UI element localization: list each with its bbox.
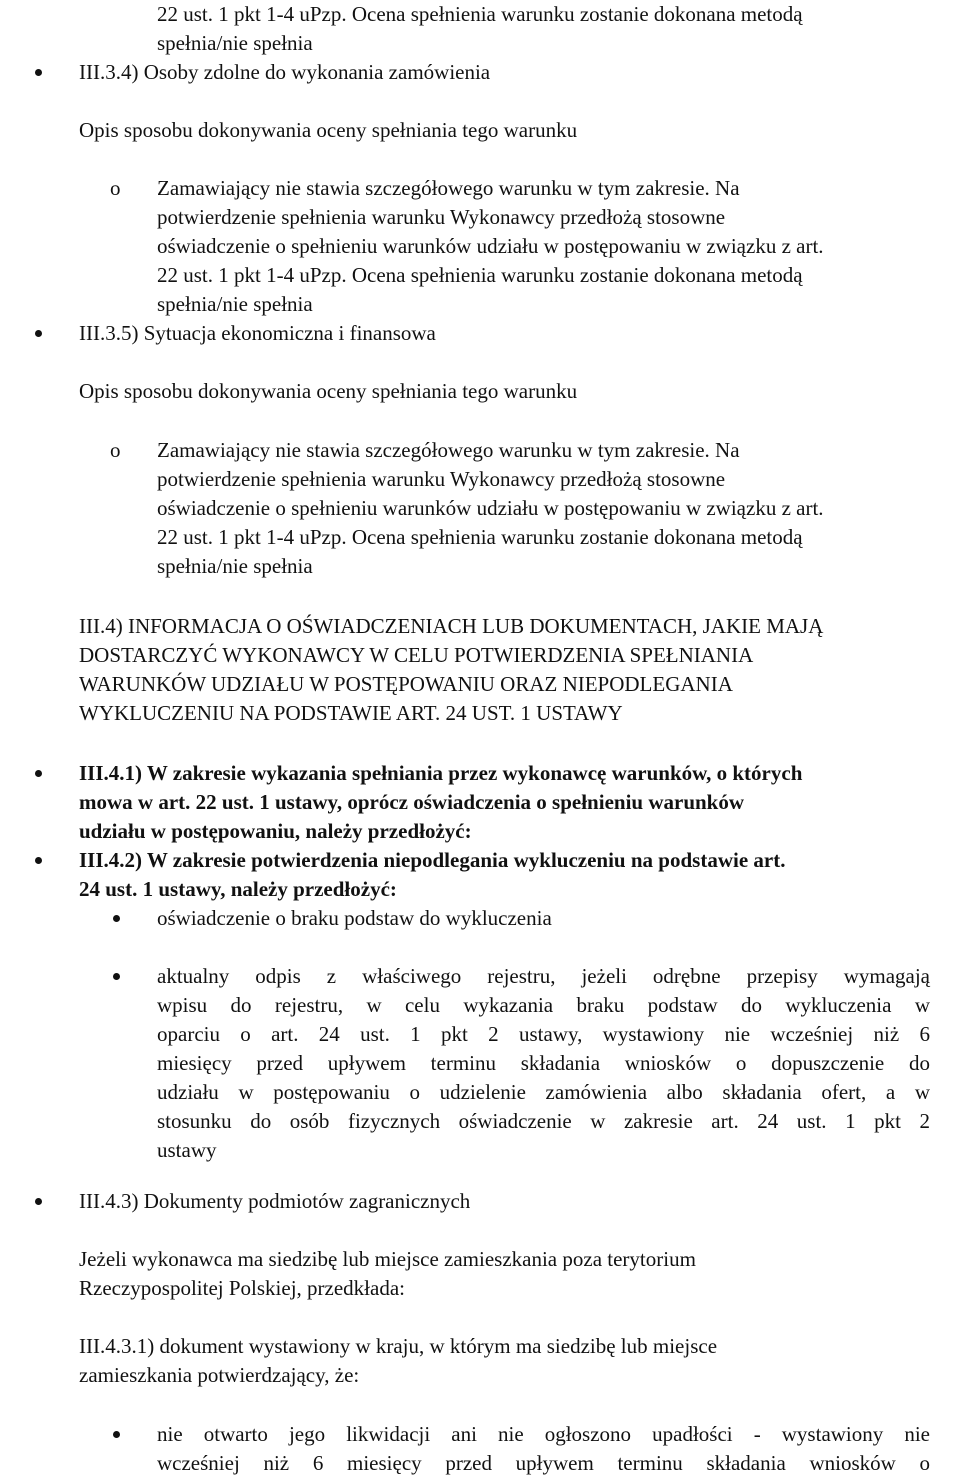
bullet-icon xyxy=(113,973,120,980)
text-line: potwierdzenie spełnienia warunku Wykonawcy przedłożą stosowne xyxy=(157,467,726,491)
heading-line: DOSTARCZYĆ WYKONAWCY W CELU POTWIERDZENIA SPEŁNIANIA xyxy=(79,643,754,667)
bullet-icon xyxy=(35,857,42,864)
text-line: udziału w postępowaniu, należy przedłożyć: xyxy=(79,819,472,843)
text-line: spełnia/nie spełnia xyxy=(157,31,313,55)
text-line: aktualny odpis z właściwego rejestru, jeżeli odrębne przepisy wymagają xyxy=(157,964,930,988)
text-line: nie otwarto jego likwidacji ani nie ogłoszono upadłości - wystawiony nie xyxy=(157,1422,930,1446)
bullet-icon xyxy=(35,770,42,777)
text-line: wpisu do rejestru, w celu wykazania braku podstaw do wykluczenia w xyxy=(157,993,930,1017)
bullet-icon xyxy=(35,330,42,337)
text-line: Zamawiający nie stawia szczegółowego warunku w tym zakresie. Na xyxy=(157,438,740,462)
heading-line: WARUNKÓW UDZIAŁU W POSTĘPOWANIU ORAZ NIEPODLEGANIA xyxy=(79,672,733,696)
circle-bullet-icon: o xyxy=(110,438,121,462)
text-line: oświadczenie o spełnieniu warunków udziału w postępowaniu w związku z art. xyxy=(157,496,824,520)
text-line: III.4.2) W zakresie potwierdzenia niepodlegania wykluczeniu na podstawie art. xyxy=(79,848,786,872)
text-line: oświadczenie o spełnieniu warunków udziału w postępowaniu w związku z art. xyxy=(157,234,824,258)
assessment-description: Opis sposobu dokonywania oceny spełniania tego warunku xyxy=(79,118,578,142)
text-line: miesięcy przed upływem terminu składania wniosków o dopuszczenie do xyxy=(157,1051,930,1075)
circle-bullet-icon: o xyxy=(110,176,121,200)
heading-line: WYKLUCZENIU NA PODSTAWIE ART. 24 UST. 1 USTAWY xyxy=(79,701,623,725)
text-line: Rzeczypospolitej Polskiej, przedkłada: xyxy=(79,1276,405,1300)
text-line: udziału w postępowaniu o udzielenie zamówienia albo składania ofert, a w xyxy=(157,1080,930,1104)
text-line: 24 ust. 1 ustawy, należy przedłożyć: xyxy=(79,877,397,901)
text-line: oparciu o art. 24 ust. 1 pkt 2 ustawy, wystawiony nie wcześniej niż 6 xyxy=(157,1022,930,1046)
text-line: 22 ust. 1 pkt 1-4 uPzp. Ocena spełnienia warunku zostanie dokonana metodą xyxy=(157,263,803,287)
text-line: Jeżeli wykonawca ma siedzibę lub miejsce zamieszkania poza terytorium xyxy=(79,1247,696,1271)
text-line: wcześniej niż 6 miesięcy przed upływem terminu składania wniosków o xyxy=(157,1451,930,1475)
assessment-description: Opis sposobu dokonywania oceny spełniania tego warunku xyxy=(79,379,578,403)
bullet-icon xyxy=(35,69,42,76)
heading-line: III.4) INFORMACJA O OŚWIADCZENIACH LUB DOKUMENTACH, JAKIE MAJĄ xyxy=(79,614,824,638)
text-line: ustawy xyxy=(157,1138,217,1162)
text-line: mowa w art. 22 ust. 1 ustawy, oprócz oświadczenia o spełnieniu warunków xyxy=(79,790,745,814)
bullet-icon xyxy=(113,915,120,922)
text-line: oświadczenie o braku podstaw do wykluczenia xyxy=(157,906,552,930)
section-heading: III.3.5) Sytuacja ekonomiczna i finansowa xyxy=(79,321,436,345)
text-line: III.4.3) Dokumenty podmiotów zagranicznych xyxy=(79,1189,471,1213)
text-line: potwierdzenie spełnienia warunku Wykonawcy przedłożą stosowne xyxy=(157,205,726,229)
section-heading: III.3.4) Osoby zdolne do wykonania zamówienia xyxy=(79,60,491,84)
text-line: 22 ust. 1 pkt 1-4 uPzp. Ocena spełnienia warunku zostanie dokonana metodą xyxy=(157,525,803,549)
text-line: III.4.1) W zakresie wykazania spełniania przez wykonawcę warunków, o których xyxy=(79,761,803,785)
text-line: zamieszkania potwierdzający, że: xyxy=(79,1363,360,1387)
text-line: stosunku do osób fizycznych oświadczenie w zakresie art. 24 ust. 1 pkt 2 xyxy=(157,1109,930,1133)
bullet-icon xyxy=(113,1431,120,1438)
bullet-icon xyxy=(35,1198,42,1205)
text-line: Zamawiający nie stawia szczegółowego warunku w tym zakresie. Na xyxy=(157,176,740,200)
text-line: III.4.3.1) dokument wystawiony w kraju, w którym ma siedzibę lub miejsce xyxy=(79,1334,718,1358)
text-line: spełnia/nie spełnia xyxy=(157,554,313,578)
text-line: 22 ust. 1 pkt 1-4 uPzp. Ocena spełnienia warunku zostanie dokonana metodą xyxy=(157,2,803,26)
text-line: spełnia/nie spełnia xyxy=(157,292,313,316)
